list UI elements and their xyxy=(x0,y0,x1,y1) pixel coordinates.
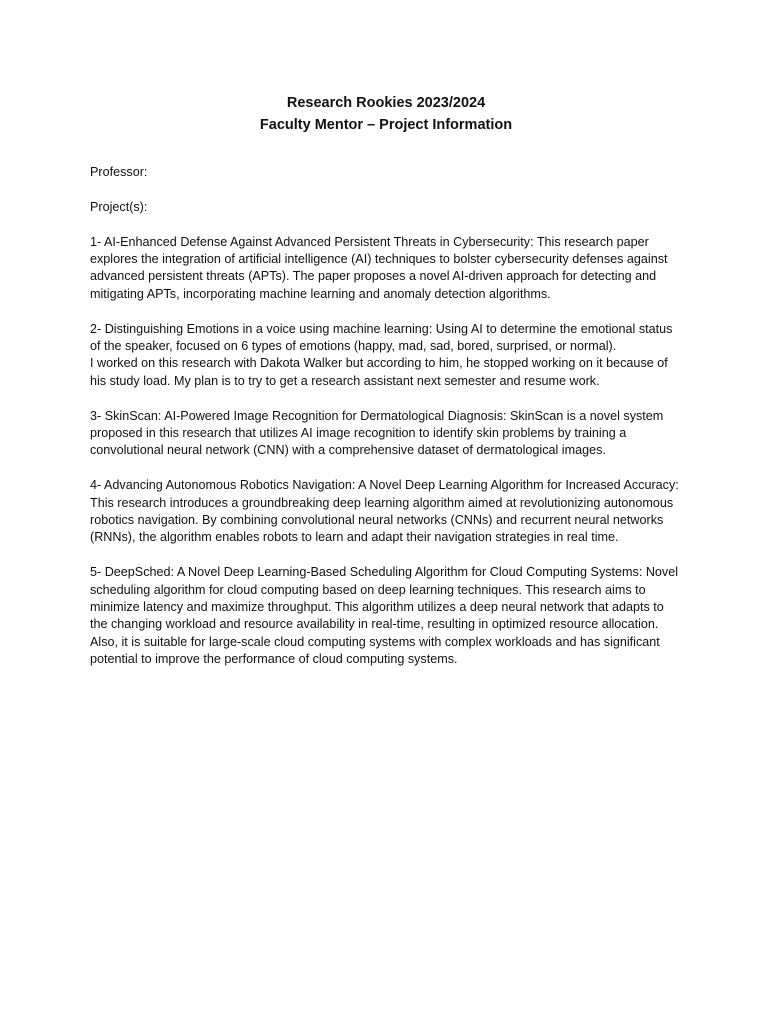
project-item-3 xyxy=(90,408,682,460)
title-line-1: Research Rookies 2023/2024 xyxy=(286,95,486,111)
project-item-5 xyxy=(90,564,682,668)
project-2-note: I worked on this research with Dakota Walker but according to him, he stopped working on it because of his study load. My plan is to try to get a research assistant next semester and resume work. xyxy=(90,356,668,388)
document-title xyxy=(90,92,682,136)
project-4-text: 4- Advancing Autonomous Robotics Navigation: A Novel Deep Learning Algorithm for Increased Accuracy: This research introduces a groundbreaking deep learning algorithm aimed at revolutionizing autonomous robotics navigation. By combining convolutional neural networks (CNNs) and recurrent neural networks (RNNs), the algorithm enables robots to learn and adapt their navigation strategies in real time. xyxy=(90,478,679,545)
title-line-2: Faculty Mentor – Project Information xyxy=(259,117,513,133)
project-item-4 xyxy=(90,477,682,547)
projects-label: Project(s): xyxy=(90,199,148,214)
project-list xyxy=(90,234,682,669)
project-item-1 xyxy=(90,234,682,304)
professor-label: Professor: xyxy=(90,165,148,179)
document-body xyxy=(90,92,682,686)
project-5-text: 5- DeepSched: A Novel Deep Learning-Based Scheduling Algorithm for Cloud Computing Systems: Novel scheduling algorithm for cloud computing based on deep learning techniques. This research aims to minimize latency and maximize throughput. This algorithm utilizes a deep neural network that adapts to the changing workload and resource availability in real-time, resulting in optimized resource allocation. Also, it is suitable for large-scale cloud computing systems with complex workloads and has significant potential to improve the performance of cloud computing systems. xyxy=(90,565,679,667)
project-2-text: 2- Distinguishing Emotions in a voice using machine learning: Using AI to determine the emotional status of the speaker, focused on 6 types of emotions (happy, mad, sad, bored, surprised, or normal). xyxy=(90,321,673,354)
project-3-text: 3- SkinScan: AI-Powered Image Recognition for Dermatological Diagnosis: SkinScan is a novel system proposed in this research that utilizes AI image recognition to identify skin problems by training a convolutional neural network (CNN) with a comprehensive dataset of dermatological images. xyxy=(90,408,664,458)
project-1-text: 1- AI-Enhanced Defense Against Advanced Persistent Threats in Cybersecurity: This research paper explores the integration of artificial intelligence (AI) techniques to bolster cybersecurity defenses against advanced persistent threats (APTs). The paper proposes a novel AI-driven approach for detecting and mitigating APTs, incorporating machine learning and anomaly detection algorithms. xyxy=(90,234,668,301)
project-item-2 xyxy=(90,321,682,391)
